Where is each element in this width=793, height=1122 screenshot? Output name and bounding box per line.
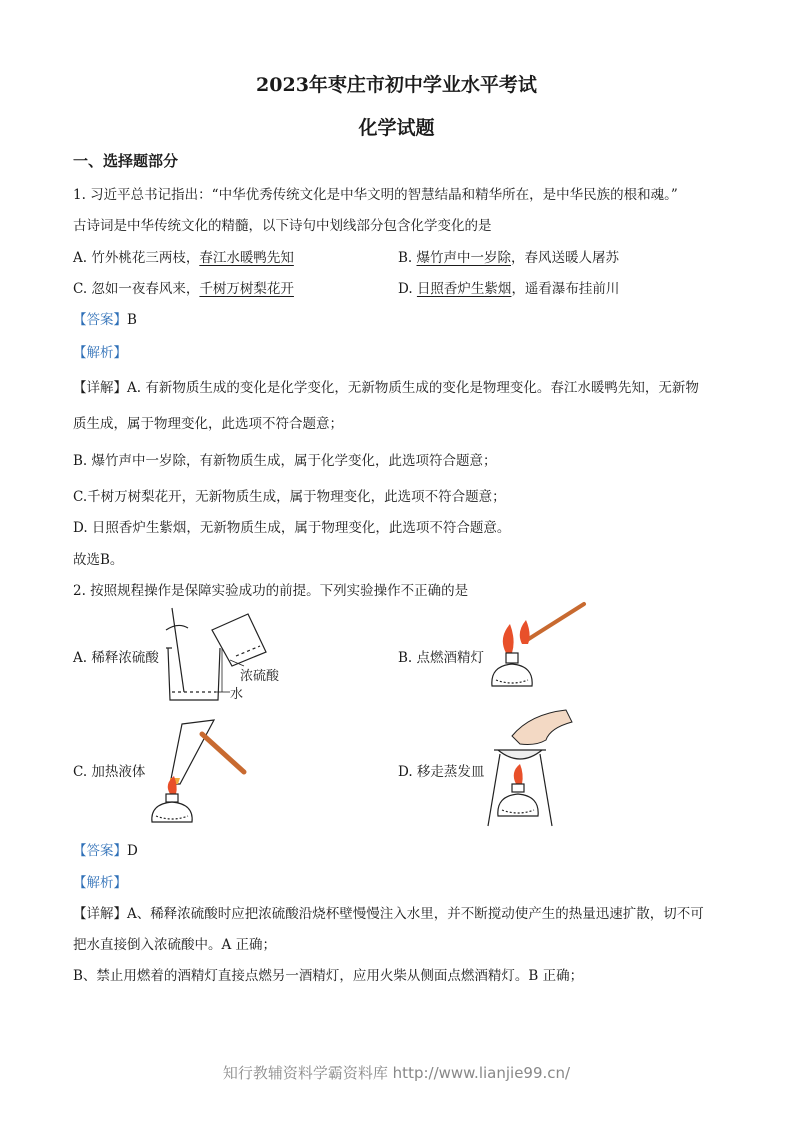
q2-detail-line3: B、禁止用燃着的酒精灯直接点燃另一酒精灯，应用火柴从侧面点燃酒精灯。B 正确； — [73, 968, 584, 984]
q1-option-d-text: ，遥看瀑布挂前川 — [511, 281, 620, 297]
q1-option-c — [73, 277, 294, 297]
q2-analysis-label: 【解析】 — [73, 875, 127, 891]
figure-dilute-acid — [160, 600, 285, 710]
q1-option-a-text: A. 竹外桃花三两枝， — [73, 250, 200, 266]
q1-detail-line2: 质生成，属于物理变化，此选项不符合题意； — [73, 416, 343, 432]
stir-arrow-icon — [166, 625, 188, 630]
q1-analysis-label: 【解析】 — [73, 345, 127, 361]
figure-light-lamp — [482, 598, 592, 708]
q2-answer-value: D — [127, 843, 138, 859]
page-subtitle: 化学试题 — [358, 117, 435, 139]
q1-answer-value: B — [127, 312, 137, 328]
glass-rod — [172, 608, 184, 692]
q1-option-b-underlined: 爆竹声中一岁除 — [416, 250, 512, 266]
q1-conclusion: 故选B。 — [73, 552, 124, 568]
figure-heat-liquid — [140, 712, 250, 827]
match-flame-icon — [520, 620, 530, 644]
q1-detail-line3: B. 爆竹声中一岁除，有新物质生成，属于化学变化，此选项符合题意； — [73, 453, 497, 469]
figure-move-dish — [480, 706, 580, 831]
q1-option-d-underlined: 日照香炉生紫烟 — [416, 281, 512, 297]
answer-label: 【答案】 — [73, 312, 127, 328]
q2-detail-line2: 把水直接倒入浓硫酸中。A 正确； — [73, 937, 277, 953]
q1-stem-line2: 古诗词是中华传统文化的精髓，以下诗句中划线部分包含化学变化的是 — [73, 218, 492, 234]
test-tube-holder — [202, 734, 244, 772]
detail-label: 【详解】 — [73, 380, 127, 396]
section-heading: 一、选择题部分 — [73, 152, 179, 170]
flame-icon — [514, 764, 523, 784]
q1-option-b-text: ，春风送暖人屠苏 — [511, 250, 620, 266]
burning-match — [527, 604, 584, 640]
acid-label: 浓硫酸 — [240, 669, 280, 684]
q2-answer — [73, 839, 138, 859]
test-tube — [170, 720, 214, 784]
water-label: 水 — [230, 687, 244, 702]
page-title: 2023年枣庄市初中学业水平考试 — [256, 74, 537, 96]
flame-icon — [503, 624, 514, 653]
q1-option-a — [73, 246, 294, 266]
q2-option-c: C. 加热液体 — [73, 764, 146, 780]
q1-option-a-underlined: 春江水暖鸭先知 — [199, 250, 294, 266]
q1-option-b — [398, 246, 619, 266]
detail-label: 【详解】 — [73, 906, 127, 922]
q2-option-d: D. 移走蒸发皿 — [398, 764, 485, 780]
q2-option-a: A. 稀释浓硫酸 — [73, 650, 159, 666]
q2-option-b: B. 点燃酒精灯 — [398, 650, 485, 666]
q1-answer — [73, 308, 137, 328]
answer-label: 【答案】 — [73, 843, 127, 859]
q2-stem: 2. 按照规程操作是保障实验成功的前提。下列实验操作不正确的是 — [73, 583, 469, 599]
q2-detail-line1 — [73, 902, 704, 922]
lamp-cap — [506, 653, 518, 663]
q2-detail-text1: A、稀释浓硫酸时应把浓硫酸沿烧杯壁慢慢注入水里，并不断搅动使产生的热量迅速扩散，切不可 — [127, 906, 704, 922]
q1-option-c-text: C. 忽如一夜春风来， — [73, 281, 200, 297]
q1-option-b-label: B. — [398, 250, 417, 266]
q1-detail-text1: A. 有新物质生成的变化是化学变化，无新物质生成的变化是物理变化。春江水暖鸭先知，无新物 — [127, 380, 699, 396]
footer-watermark: 知行教辅资料学霸资料库 http://www.lianjie99.cn/ — [222, 1064, 571, 1082]
q1-option-d — [398, 277, 619, 297]
q1-option-d-label: D. — [398, 281, 417, 297]
q1-option-c-underlined: 千树万树梨花开 — [199, 281, 294, 297]
q1-detail-line1 — [73, 376, 699, 396]
q1-detail-line4: C.千树万树梨花开，无新物质生成，属于物理变化，此选项不符合题意； — [73, 489, 506, 505]
q1-stem-line1: 1. 习近平总书记指出：“中华优秀传统文化是中华文明的智慧结晶和精华所在，是中华民族的根和魂。” — [73, 187, 678, 203]
q1-detail-line5: D. 日照香炉生紫烟，无新物质生成，属于物理变化，此选项不符合题意。 — [73, 520, 511, 536]
evaporating-dish — [498, 750, 542, 759]
hand-icon — [512, 710, 572, 745]
beaker — [168, 648, 220, 700]
